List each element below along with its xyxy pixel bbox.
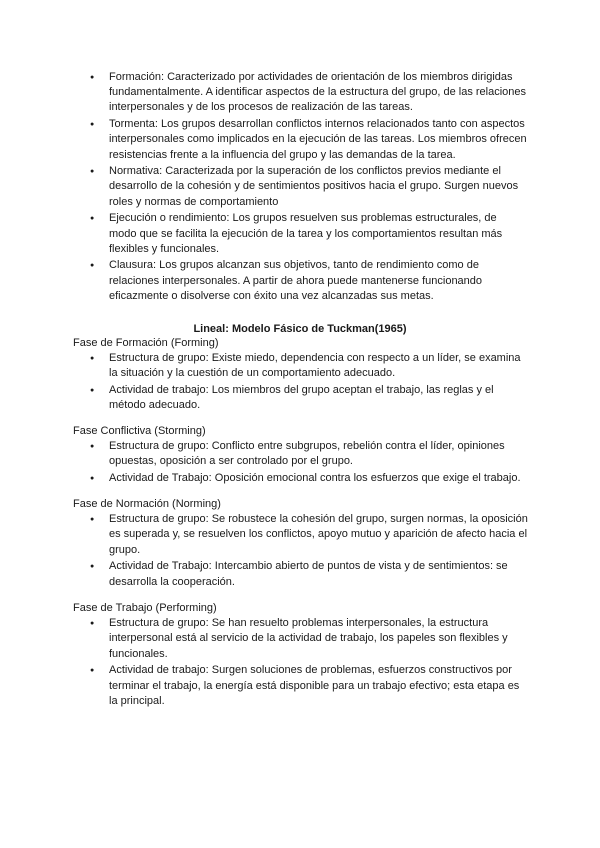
phase-storming xyxy=(73,424,533,488)
section-heading: Lineal: Modelo Fásico de Tuckman(1965) xyxy=(193,323,407,335)
list-item: ● Ejecución o rendimiento: Los grupos resuelven sus problemas estructurales, de modo que se facilita la ejecución de la tarea y los comportamientos resultan más flexibles y funcionales. xyxy=(109,211,527,257)
list-item: ● Actividad de Trabajo: Intercambio abierto de puntos de vista y de sentimientos: se desarrolla la cooperación. xyxy=(109,559,529,589)
list-item: ● Actividad de Trabajo: Oposición emocional contra los esfuerzos que exige el trabajo. xyxy=(109,471,529,486)
list-item: ● Clausura: Los grupos alcanzan sus objetivos, tanto de rendimiento como de relaciones interpersonales. A partir de ahora puede mantenerse funcionando eficazmente o disolverse con éxito una vez alcanzadas sus metas. xyxy=(109,258,527,304)
list-item: ● Estructura de grupo: Conflicto entre subgrupos, rebelión contra el líder, opiniones opuestas, oposición a ser controlado por el grupo. xyxy=(109,439,529,469)
list-item: ● Estructura de grupo: Se han resuelto problemas interpersonales, la estructura interpersonal está al servicio de la actividad de trabajo, los papeles son flexibles y funcionales. xyxy=(109,616,529,662)
phase-title: Fase Conflictiva (Storming) xyxy=(73,425,206,437)
phase-forming xyxy=(73,336,533,415)
list-item: ● Estructura de grupo: Se robustece la cohesión del grupo, surgen normas, la oposición es superada y, se resuelven los conflictos, apoyo mutuo y aparición de afecto hacia el grupo. xyxy=(109,512,529,558)
list-item: ● Actividad de trabajo: Los miembros del grupo aceptan el trabajo, las reglas y el método adecuado. xyxy=(109,383,529,413)
phase-title: Fase de Trabajo (Performing) xyxy=(73,602,217,614)
list-item: ● Tormenta: Los grupos desarrollan conflictos internos relacionados tanto con aspectos interpersonales como implicados en la ejecución de las tareas. Los miembros ofrecen resistencias frente a la influencia del grupo y las demandas de la tarea. xyxy=(109,117,527,163)
list-item: ● Estructura de grupo: Existe miedo, dependencia con respecto a un líder, se examina la situación y la cuestión de un comportamiento adecuado. xyxy=(109,351,529,381)
list-item: ● Normativa: Caracterizada por la superación de los conflictos previos mediante el desarrollo de la cohesión y de sentimientos positivos hacia el grupo. Surgen nuevos roles y normas de comportamiento xyxy=(109,164,527,210)
phase-title: Fase de Normación (Norming) xyxy=(73,498,221,510)
phase-list xyxy=(109,616,529,709)
phase-list xyxy=(109,439,529,486)
stage-list xyxy=(109,70,527,306)
phase-list xyxy=(109,351,529,413)
list-item: ● Actividad de trabajo: Surgen soluciones de problemas, esfuerzos constructivos por terminar el trabajo, la energía está disponible para un trabajo efectivo; esta etapa es la principal. xyxy=(109,663,529,709)
phase-performing xyxy=(73,601,533,710)
phase-list xyxy=(109,512,529,590)
phase-title: Fase de Formación (Forming) xyxy=(73,337,219,349)
phase-norming xyxy=(73,497,533,591)
list-item: ● Formación: Caracterizado por actividades de orientación de los miembros dirigidas fundamentalmente. A identificar aspectos de la estructura del grupo, de las relaciones interpersonales y de los procesos de realización de las tareas. xyxy=(109,70,527,116)
